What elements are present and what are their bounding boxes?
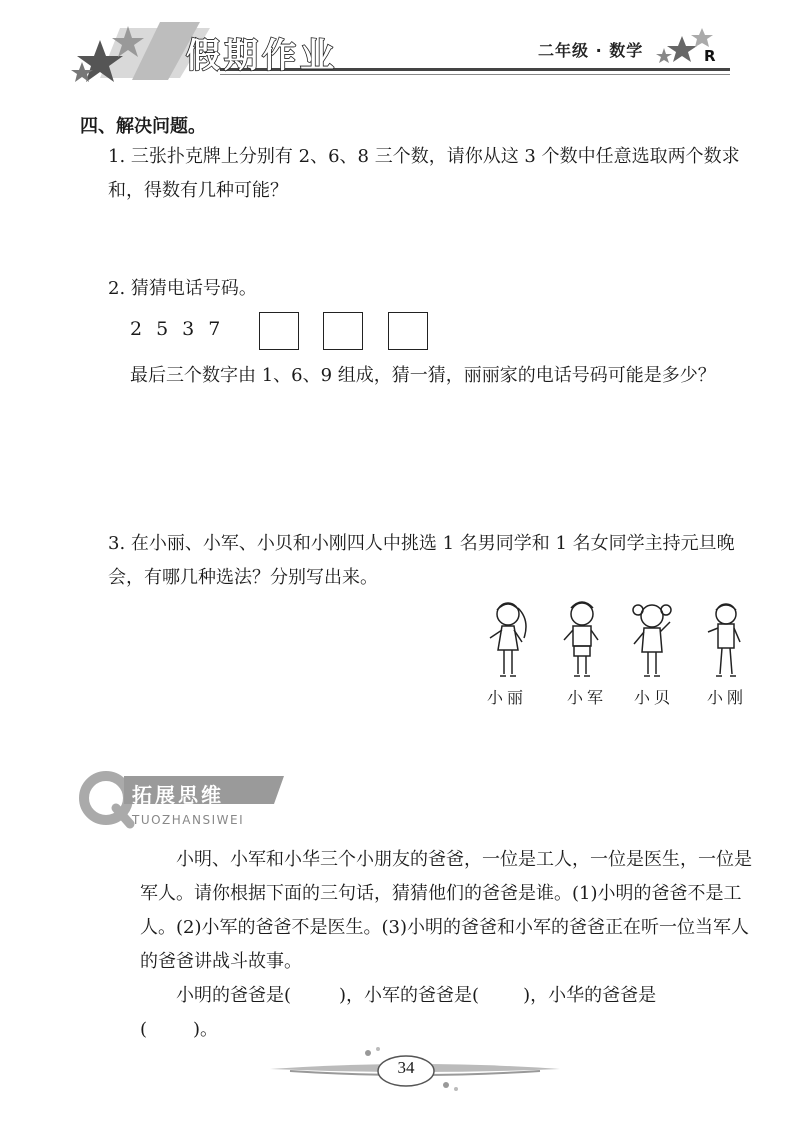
question-2-followup: 最后三个数字由 1、6、9 组成，猜一猜，丽丽家的电话号码可能是多少？ [130,365,716,386]
child-label-xiaobei: 小贝 [634,688,675,707]
child-label-xiaogang: 小刚 [707,688,748,707]
answer-xiaohua-open: ( [140,1019,148,1040]
section-title: 四、解决问题。 [80,116,206,137]
phone-digit-box-2[interactable] [323,312,363,350]
extension-paragraph: 小明、小军和小华三个小朋友的爸爸，一位是工人，一位是医生，一位是军人。请你根据下面的三句话，猜猜他们的爸爸是谁。(1)小明的爸爸不是工人。(2)小军的爸爸不是医生。(3)小明的爸爸和小军的爸爸正在听一位当军人的爸爸讲战斗故事。 [140,849,752,972]
phone-digit-box-1[interactable] [259,312,299,350]
extension-answer-line-2 [140,1013,752,1047]
page-number: 34 [397,1058,415,1077]
header-subject: 二年级 · 数学 [538,41,644,60]
extension-content [140,843,752,1047]
answer-xiaoming-label: 小明的爸爸是( [176,985,292,1006]
answer-xiaohua-close: )。 [193,1019,219,1040]
child-xiaojun-figure [564,602,598,676]
question-3: 3. 在小丽、小军、小贝和小刚四人中挑选 1 名男同学和 1 名女同学主持元旦晚会，有哪几种选法？分别写出来。 [108,533,735,588]
question-1: 1. 三张扑克牌上分别有 2、6、8 三个数，请你从这 3 个数中任意选取两个数求和，得数有几种可能？ [108,146,740,201]
child-xiaoli-figure [490,603,526,676]
extension-answer-line [140,979,752,1013]
child-label-xiaojun: 小军 [567,688,608,707]
child-xiaogang-figure [708,604,740,676]
child-label-xiaoli: 小丽 [487,688,528,707]
edition-mark: R [704,47,716,65]
header-banner [60,18,760,98]
extension-title: 拓展思维 [132,783,224,807]
question-2: 2. 猜猜电话号码。 [108,278,257,299]
answer-xiaohua-label: )，小华的爸爸是 [523,985,657,1006]
phone-known-digits: 2537 [130,318,235,340]
child-xiaobei-figure [633,605,671,676]
phone-digit-box-3[interactable] [388,312,428,350]
children-illustration [480,598,760,682]
answer-xiaojun-label: )，小军的爸爸是( [339,985,480,1006]
extension-pinyin: TUOZHANSIWEI [132,813,245,827]
header-title: 假期作业 [186,36,338,76]
